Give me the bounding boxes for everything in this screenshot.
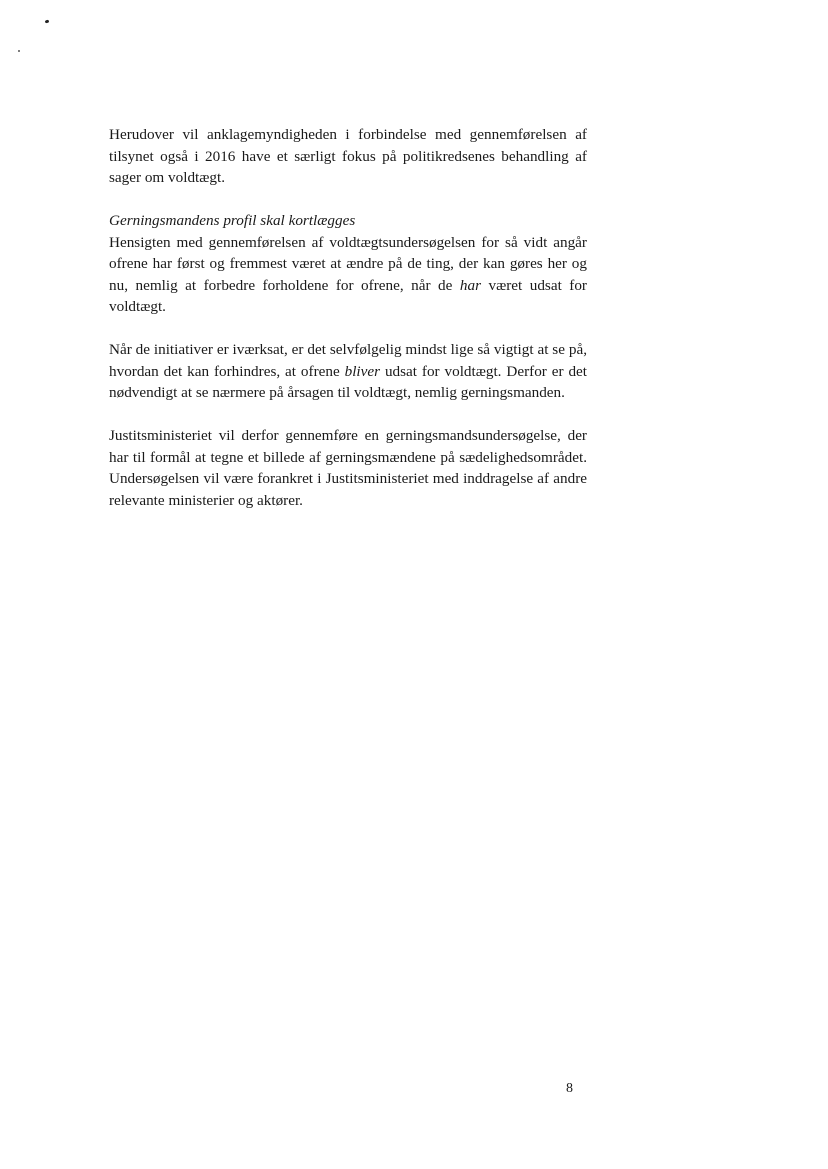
emphasized-word: bliver [344, 362, 381, 380]
document-body [109, 124, 587, 533]
text-run: været udsat for voldtægt. [109, 276, 587, 315]
paragraph: Herudover vil anklagemyndigheden i forbindelse med gennemførelsen af tilsynet også i 2016 have et særligt fokus på politikredsenes behandling af sager om voldtægt. [109, 126, 587, 186]
scan-speck [45, 19, 50, 23]
section-heading: Gerningsmandens profil skal kortlægges [109, 212, 356, 229]
paragraph [109, 232, 587, 318]
scan-speck [18, 50, 20, 52]
page-number: 8 [566, 1081, 573, 1096]
text-run: Når de initiativer er iværksat, er det selvfølgelig mindst lige så vigtigt at se på, hvordan det kan forhindres, at ofrene [109, 341, 587, 380]
emphasized-word: har [459, 276, 481, 294]
paragraph: Justitsministeriet vil derfor gennemføre en gerningsmandsundersøgelse, der har til formål at tegne et billede af gerningsmændene på sædelighedsområdet. Undersøgelsen vil være forankret i Justitsministeriet med inddragelse af andre relevante ministerier og aktører. [109, 427, 587, 509]
text-run: Hensigten med gennemførelsen af voldtægtsundersøgelsen for så vidt angår ofrene har først og fremmest været at ændre på de ting, der kan gøres her og nu, nemlig at forbedre forholdene for ofrene, når de [109, 233, 587, 294]
text-run: udsat for voldtægt. Derfor er det nødvendigt at se nærmere på årsagen til voldtægt, nemlig gerningsmanden. [109, 362, 587, 401]
paragraph [109, 339, 587, 404]
